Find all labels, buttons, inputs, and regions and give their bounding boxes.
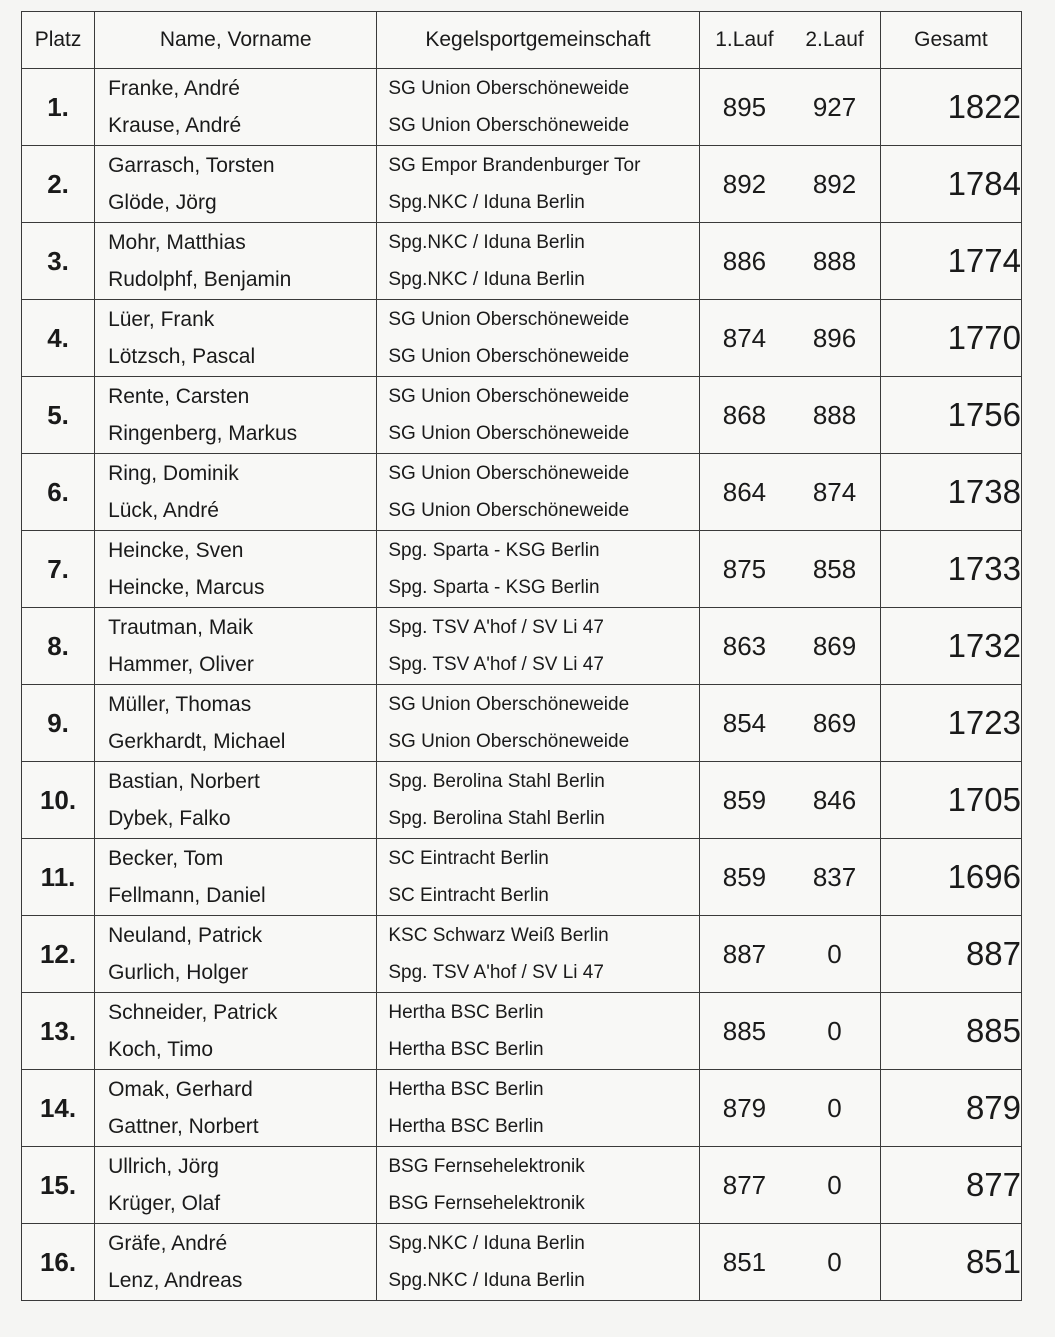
lauf2-cell: 0: [789, 1070, 880, 1147]
table-row: [22, 762, 1022, 839]
players-cell: [95, 839, 377, 916]
player-name: Lötzsch, Pascal: [108, 345, 256, 368]
player-name: Omak, Gerhard: [108, 1078, 253, 1101]
place-cell: 10.: [22, 762, 95, 839]
club-name: Spg.NKC / Iduna Berlin: [388, 192, 585, 213]
club-name: SG Union Oberschöneweide: [388, 500, 630, 521]
clubs-cell: [377, 993, 699, 1070]
lauf1-cell: 864: [699, 454, 789, 531]
club-name: SG Union Oberschöneweide: [388, 694, 630, 715]
place-cell: 11.: [22, 839, 95, 916]
clubs-cell: [377, 839, 699, 916]
players-cell: [95, 69, 377, 146]
table-row: [22, 1070, 1022, 1147]
place-cell: 15.: [22, 1147, 95, 1224]
lauf1-cell: 859: [699, 839, 789, 916]
total-cell: 1696: [880, 839, 1021, 916]
table-row: [22, 146, 1022, 223]
lauf1-cell: 854: [699, 685, 789, 762]
player-name: Rente, Carsten: [108, 385, 250, 408]
player-name: Lück, André: [108, 499, 219, 522]
lauf1-cell: 859: [699, 762, 789, 839]
player-name: Bastian, Norbert: [108, 770, 260, 793]
clubs-cell: [377, 762, 699, 839]
club-name: Hertha BSC Berlin: [388, 1039, 544, 1060]
clubs-cell: [377, 146, 699, 223]
player-name: Heincke, Marcus: [108, 576, 265, 599]
clubs-cell: [377, 1070, 699, 1147]
players-cell: [95, 223, 377, 300]
total-cell: 851: [880, 1224, 1021, 1301]
total-cell: 1732: [880, 608, 1021, 685]
total-cell: 879: [880, 1070, 1021, 1147]
club-name: SG Union Oberschöneweide: [388, 309, 630, 330]
players-cell: [95, 685, 377, 762]
lauf2-cell: 0: [789, 993, 880, 1070]
lauf2-cell: 0: [789, 1147, 880, 1224]
place-cell: 16.: [22, 1224, 95, 1301]
club-name: Spg. Berolina Stahl Berlin: [388, 808, 605, 829]
place-cell: 1.: [22, 69, 95, 146]
lauf1-cell: 877: [699, 1147, 789, 1224]
club-name: Spg. TSV A'hof / SV Li 47: [388, 962, 604, 983]
player-name: Trautman, Maik: [108, 616, 254, 639]
header-club: Kegelsportgemeinschaft: [377, 12, 699, 69]
header-row: [22, 12, 1022, 69]
results-body: [22, 69, 1022, 1301]
players-cell: [95, 377, 377, 454]
table-row: [22, 1224, 1022, 1301]
total-cell: 1705: [880, 762, 1021, 839]
club-name: Spg.NKC / Iduna Berlin: [388, 1233, 585, 1254]
total-cell: 885: [880, 993, 1021, 1070]
lauf2-cell: 0: [789, 916, 880, 993]
club-name: SG Union Oberschöneweide: [388, 731, 630, 752]
table-row: [22, 300, 1022, 377]
player-name: Gerkhardt, Michael: [108, 730, 286, 753]
lauf2-cell: 837: [789, 839, 880, 916]
lauf1-cell: 895: [699, 69, 789, 146]
table-row: [22, 454, 1022, 531]
table-row: [22, 69, 1022, 146]
players-cell: [95, 1147, 377, 1224]
player-name: Ring, Dominik: [108, 462, 239, 485]
total-cell: 877: [880, 1147, 1021, 1224]
club-name: Hertha BSC Berlin: [388, 1002, 544, 1023]
total-cell: 887: [880, 916, 1021, 993]
table-row: [22, 608, 1022, 685]
lauf2-cell: 846: [789, 762, 880, 839]
place-cell: 5.: [22, 377, 95, 454]
players-cell: [95, 300, 377, 377]
clubs-cell: [377, 454, 699, 531]
lauf2-cell: 888: [789, 377, 880, 454]
club-name: SG Union Oberschöneweide: [388, 386, 630, 407]
players-cell: [95, 146, 377, 223]
total-cell: 1770: [880, 300, 1021, 377]
table-row: [22, 223, 1022, 300]
club-name: SC Eintracht Berlin: [388, 885, 549, 906]
lauf2-cell: 892: [789, 146, 880, 223]
player-name: Ullrich, Jörg: [108, 1155, 219, 1178]
player-name: Gattner, Norbert: [108, 1115, 259, 1138]
clubs-cell: [377, 377, 699, 454]
players-cell: [95, 608, 377, 685]
players-cell: [95, 1070, 377, 1147]
clubs-cell: [377, 916, 699, 993]
place-cell: 8.: [22, 608, 95, 685]
lauf2-cell: 896: [789, 300, 880, 377]
player-name: Dybek, Falko: [108, 807, 231, 830]
lauf2-cell: 869: [789, 685, 880, 762]
place-cell: 13.: [22, 993, 95, 1070]
lauf1-cell: 887: [699, 916, 789, 993]
player-name: Hammer, Oliver: [108, 653, 254, 676]
header-platz: Platz: [22, 12, 95, 69]
table-row: [22, 531, 1022, 608]
club-name: BSG Fernsehelektronik: [388, 1156, 585, 1177]
club-name: SG Union Oberschöneweide: [388, 463, 630, 484]
lauf1-cell: 886: [699, 223, 789, 300]
clubs-cell: [377, 1147, 699, 1224]
player-name: Fellmann, Daniel: [108, 884, 266, 907]
clubs-cell: [377, 531, 699, 608]
total-cell: 1738: [880, 454, 1021, 531]
club-name: SG Union Oberschöneweide: [388, 346, 630, 367]
place-cell: 14.: [22, 1070, 95, 1147]
table-row: [22, 1147, 1022, 1224]
players-cell: [95, 1224, 377, 1301]
players-cell: [95, 531, 377, 608]
club-name: Hertha BSC Berlin: [388, 1116, 544, 1137]
table-row: [22, 916, 1022, 993]
club-name: SG Union Oberschöneweide: [388, 115, 630, 136]
header-lauf1: 1.Lauf: [699, 12, 789, 69]
place-cell: 9.: [22, 685, 95, 762]
player-name: Heincke, Sven: [108, 539, 244, 562]
total-cell: 1774: [880, 223, 1021, 300]
club-name: SC Eintracht Berlin: [388, 848, 549, 869]
player-name: Gurlich, Holger: [108, 961, 249, 984]
clubs-cell: [377, 69, 699, 146]
lauf1-cell: 875: [699, 531, 789, 608]
player-name: Koch, Timo: [108, 1038, 214, 1061]
clubs-cell: [377, 223, 699, 300]
club-name: Spg. Berolina Stahl Berlin: [388, 771, 605, 792]
player-name: Franke, André: [108, 77, 240, 100]
player-name: Garrasch, Torsten: [108, 154, 275, 177]
club-name: KSC Schwarz Weiß Berlin: [388, 925, 609, 946]
total-cell: 1723: [880, 685, 1021, 762]
player-name: Krause, André: [108, 114, 242, 137]
player-name: Lenz, Andreas: [108, 1269, 243, 1292]
header-name: Name, Vorname: [95, 12, 377, 69]
place-cell: 2.: [22, 146, 95, 223]
lauf2-cell: 888: [789, 223, 880, 300]
table-row: [22, 993, 1022, 1070]
header-gesamt: Gesamt: [880, 12, 1021, 69]
total-cell: 1822: [880, 69, 1021, 146]
place-cell: 3.: [22, 223, 95, 300]
lauf2-cell: 869: [789, 608, 880, 685]
club-name: SG Union Oberschöneweide: [388, 423, 630, 444]
player-name: Müller, Thomas: [108, 693, 252, 716]
club-name: Spg.NKC / Iduna Berlin: [388, 232, 585, 253]
player-name: Krüger, Olaf: [108, 1192, 221, 1215]
clubs-cell: [377, 608, 699, 685]
lauf1-cell: 863: [699, 608, 789, 685]
results-table: [21, 11, 1022, 1301]
total-cell: 1784: [880, 146, 1021, 223]
players-cell: [95, 916, 377, 993]
clubs-cell: [377, 1224, 699, 1301]
lauf1-cell: 879: [699, 1070, 789, 1147]
players-cell: [95, 993, 377, 1070]
table-row: [22, 377, 1022, 454]
club-name: Spg. TSV A'hof / SV Li 47: [388, 654, 604, 675]
player-name: Glöde, Jörg: [108, 191, 217, 214]
player-name: Lüer, Frank: [108, 308, 215, 331]
club-name: Spg. Sparta - KSG Berlin: [388, 577, 600, 598]
place-cell: 6.: [22, 454, 95, 531]
player-name: Becker, Tom: [108, 847, 224, 870]
player-name: Rudolphf, Benjamin: [108, 268, 292, 291]
club-name: BSG Fernsehelektronik: [388, 1193, 585, 1214]
club-name: Spg. TSV A'hof / SV Li 47: [388, 617, 604, 638]
header-lauf2: 2.Lauf: [789, 12, 880, 69]
player-name: Gräfe, André: [108, 1232, 228, 1255]
clubs-cell: [377, 300, 699, 377]
players-cell: [95, 454, 377, 531]
club-name: SG Union Oberschöneweide: [388, 78, 630, 99]
player-name: Neuland, Patrick: [108, 924, 263, 947]
player-name: Ringenberg, Markus: [108, 422, 298, 445]
lauf1-cell: 851: [699, 1224, 789, 1301]
lauf2-cell: 927: [789, 69, 880, 146]
table-row: [22, 685, 1022, 762]
lauf2-cell: 858: [789, 531, 880, 608]
lauf2-cell: 874: [789, 454, 880, 531]
lauf1-cell: 874: [699, 300, 789, 377]
place-cell: 7.: [22, 531, 95, 608]
clubs-cell: [377, 685, 699, 762]
table-row: [22, 839, 1022, 916]
players-cell: [95, 762, 377, 839]
club-name: SG Empor Brandenburger Tor: [388, 155, 641, 176]
club-name: Hertha BSC Berlin: [388, 1079, 544, 1100]
club-name: Spg.NKC / Iduna Berlin: [388, 269, 585, 290]
lauf1-cell: 885: [699, 993, 789, 1070]
club-name: Spg. Sparta - KSG Berlin: [388, 540, 600, 561]
player-name: Mohr, Matthias: [108, 231, 246, 254]
lauf2-cell: 0: [789, 1224, 880, 1301]
place-cell: 4.: [22, 300, 95, 377]
place-cell: 12.: [22, 916, 95, 993]
total-cell: 1733: [880, 531, 1021, 608]
total-cell: 1756: [880, 377, 1021, 454]
player-name: Schneider, Patrick: [108, 1001, 278, 1024]
lauf1-cell: 892: [699, 146, 789, 223]
club-name: Spg.NKC / Iduna Berlin: [388, 1270, 585, 1291]
lauf1-cell: 868: [699, 377, 789, 454]
